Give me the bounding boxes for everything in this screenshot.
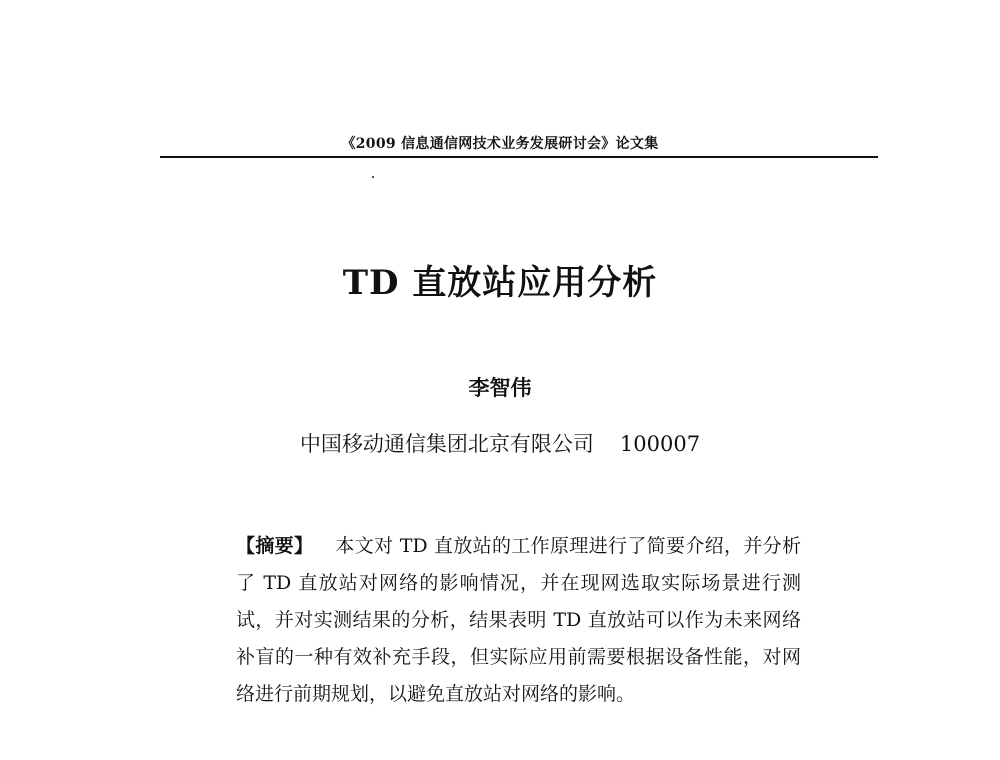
- author-name: 李智伟: [468, 375, 532, 400]
- abstract-text: 本文对 TD 直放站的工作原理进行了简要介绍，并分析了 TD 直放站对网络的影响情况，并在现网选取实际场景进行测试，并对实测结果的分析，结果表明 TD 直放站可以作为未来网络补盲的一种有效补充手段，但实际应用前需要根据设备性能，对网络进行前期规划，以避免直放站对网络的影响。: [236, 535, 801, 705]
- scan-dot: [372, 176, 374, 178]
- postcode: 100007: [619, 432, 701, 456]
- running-header: 《2009 信息通信网技术业务发展研讨会》论文集: [341, 136, 659, 152]
- affiliation-line: [0, 428, 1000, 458]
- abstract: [236, 528, 801, 713]
- header-rule: [160, 156, 878, 158]
- abstract-label: 【摘要】: [236, 535, 314, 557]
- paper-title: TD 直放站应用分析: [342, 263, 658, 303]
- affiliation-name: 中国移动通信集团北京有限公司: [299, 432, 594, 456]
